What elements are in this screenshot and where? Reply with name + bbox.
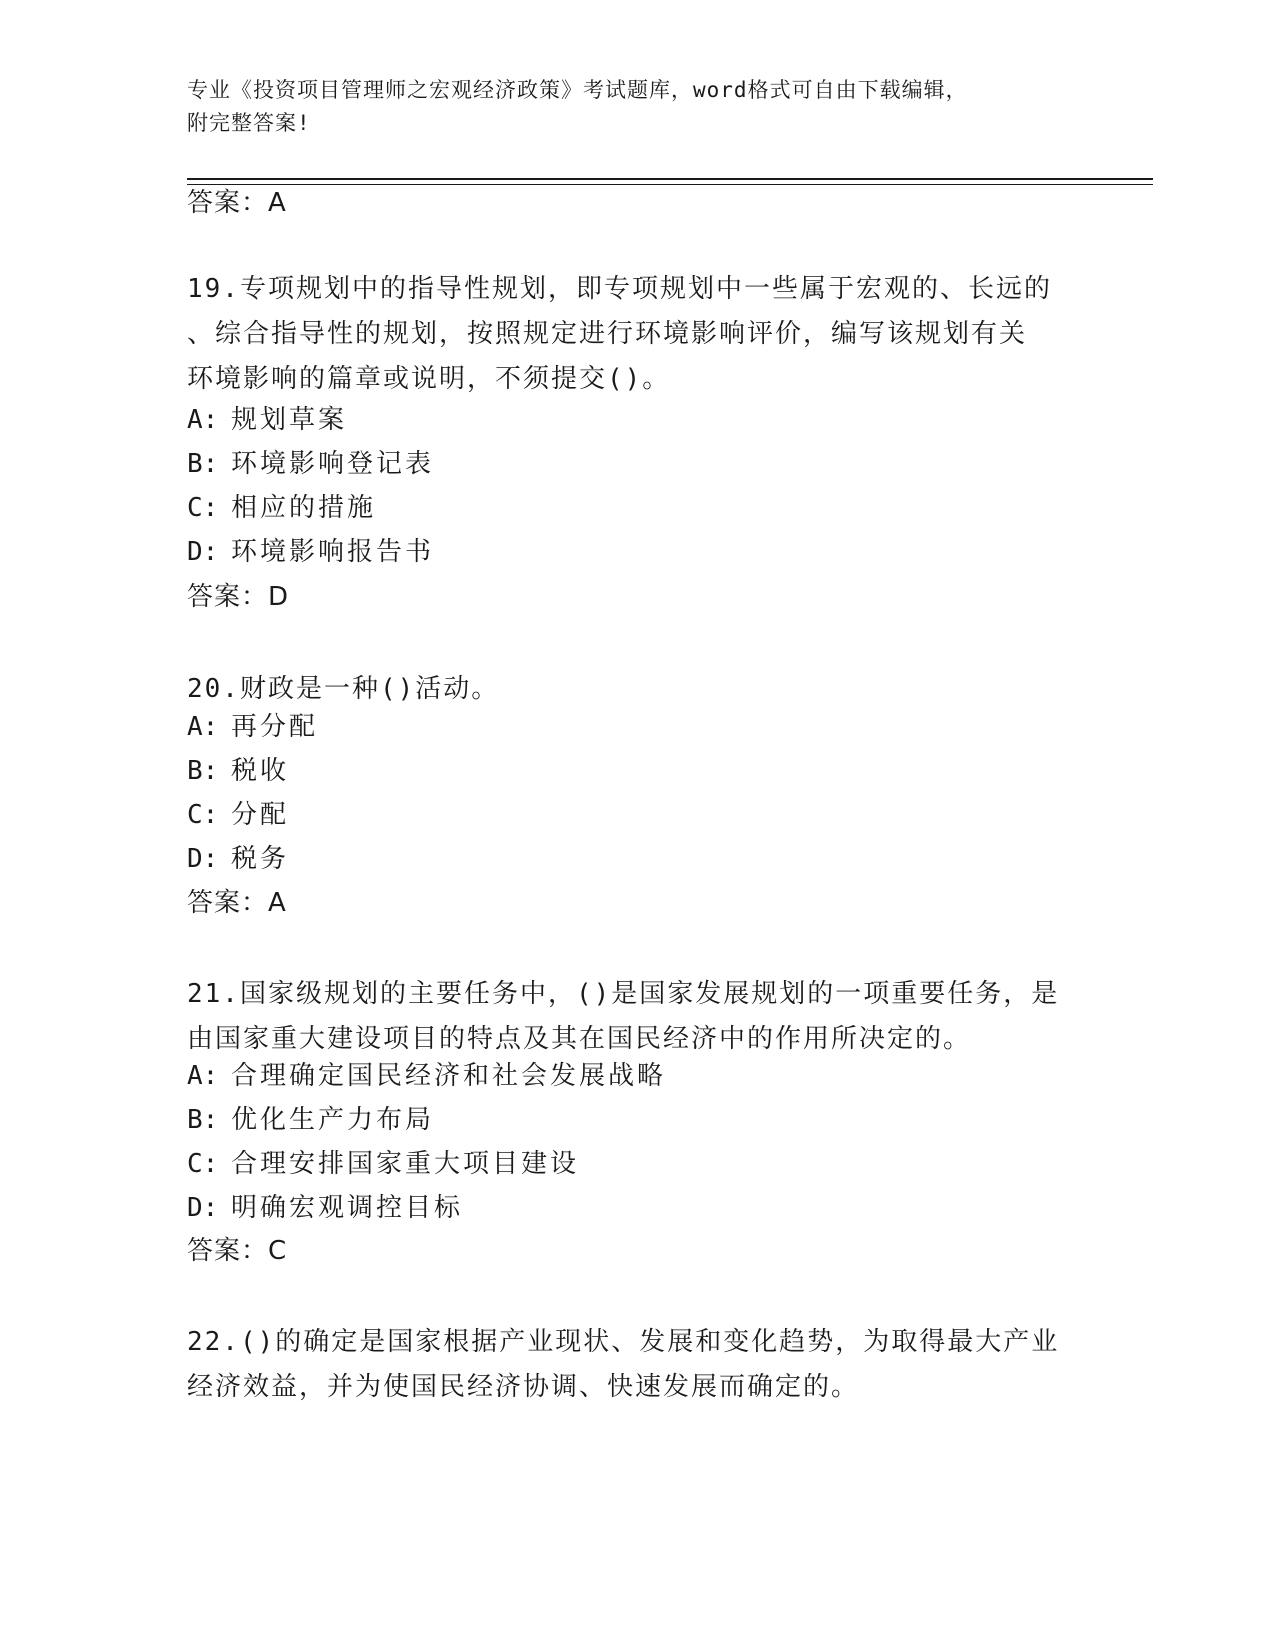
option-text: 环境影响登记表 (231, 449, 435, 479)
option-label: C: (187, 800, 219, 830)
option-d (187, 1193, 463, 1223)
header-line-1: 专业《投资项目管理师之宏观经济政策》考试题库，word格式可自由下载编辑， (187, 78, 968, 102)
option-b (187, 756, 289, 786)
stem-line: 环境影响的篇章或说明，不须提交()。 (187, 364, 671, 394)
option-label: A: (187, 712, 219, 742)
question-stem (187, 267, 1087, 402)
option-d (187, 537, 434, 567)
option-b (187, 449, 434, 479)
option-label: C: (187, 493, 219, 523)
option-d (187, 844, 289, 874)
header-divider-thick (187, 178, 1153, 180)
option-text: 合理安排国家重大项目建设 (231, 1149, 580, 1179)
option-text: 规划草案 (231, 405, 348, 435)
option-a (187, 1061, 666, 1091)
option-label: A: (187, 1061, 219, 1091)
answer-line: 答案：C (187, 1236, 288, 1266)
option-text: 相应的措施 (231, 493, 377, 523)
option-a (187, 405, 347, 435)
stem-line: 21.国家级规划的主要任务中，()是国家发展规划的一项重要任务，是 (187, 979, 1060, 1009)
option-text: 税收 (231, 756, 290, 786)
option-c (187, 493, 376, 523)
stem-line: 经济效益，并为使国民经济协调、快速发展而确定的。 (187, 1372, 860, 1402)
option-label: B: (187, 449, 219, 479)
stem-line: 由国家重大建设项目的特点及其在国民经济中的作用所决定的。 (187, 1024, 972, 1054)
option-c (187, 1149, 579, 1179)
answer-line: 答案：A (187, 888, 287, 918)
option-text: 税务 (231, 844, 290, 874)
stem-line: 22.()的确定是国家根据产业现状、发展和变化趋势，为取得最大产业 (187, 1327, 1060, 1357)
question-stem (187, 1320, 1087, 1410)
answer-line: 答案：D (187, 582, 290, 612)
option-c (187, 800, 289, 830)
option-text: 分配 (231, 800, 290, 830)
option-label: D: (187, 537, 219, 567)
option-b (187, 1105, 434, 1135)
option-text: 明确宏观调控目标 (231, 1193, 464, 1223)
previous-answer: 答案：A (187, 188, 287, 218)
header-divider-thin (187, 184, 1153, 185)
option-label: D: (187, 1193, 219, 1223)
option-label: C: (187, 1149, 219, 1179)
option-text: 合理确定国民经济和社会发展战略 (231, 1061, 667, 1091)
option-label: B: (187, 756, 219, 786)
option-text: 环境影响报告书 (231, 537, 435, 567)
question-stem (187, 667, 1087, 712)
stem-line: 20.财政是一种()活动。 (187, 674, 500, 704)
option-label: D: (187, 844, 219, 874)
document-header (187, 74, 1067, 140)
stem-line: 19.专项规划中的指导性规划，即专项规划中一些属于宏观的、长远的 (187, 274, 1052, 304)
header-line-2: 附完整答案! (187, 111, 311, 135)
option-a (187, 712, 318, 742)
option-text: 优化生产力布局 (231, 1105, 435, 1135)
option-label: A: (187, 405, 219, 435)
question-stem (187, 972, 1087, 1062)
option-label: B: (187, 1105, 219, 1135)
stem-line: 、综合指导性的规划，按照规定进行环境影响评价，编写该规划有关 (187, 319, 1028, 349)
option-text: 再分配 (231, 712, 319, 742)
